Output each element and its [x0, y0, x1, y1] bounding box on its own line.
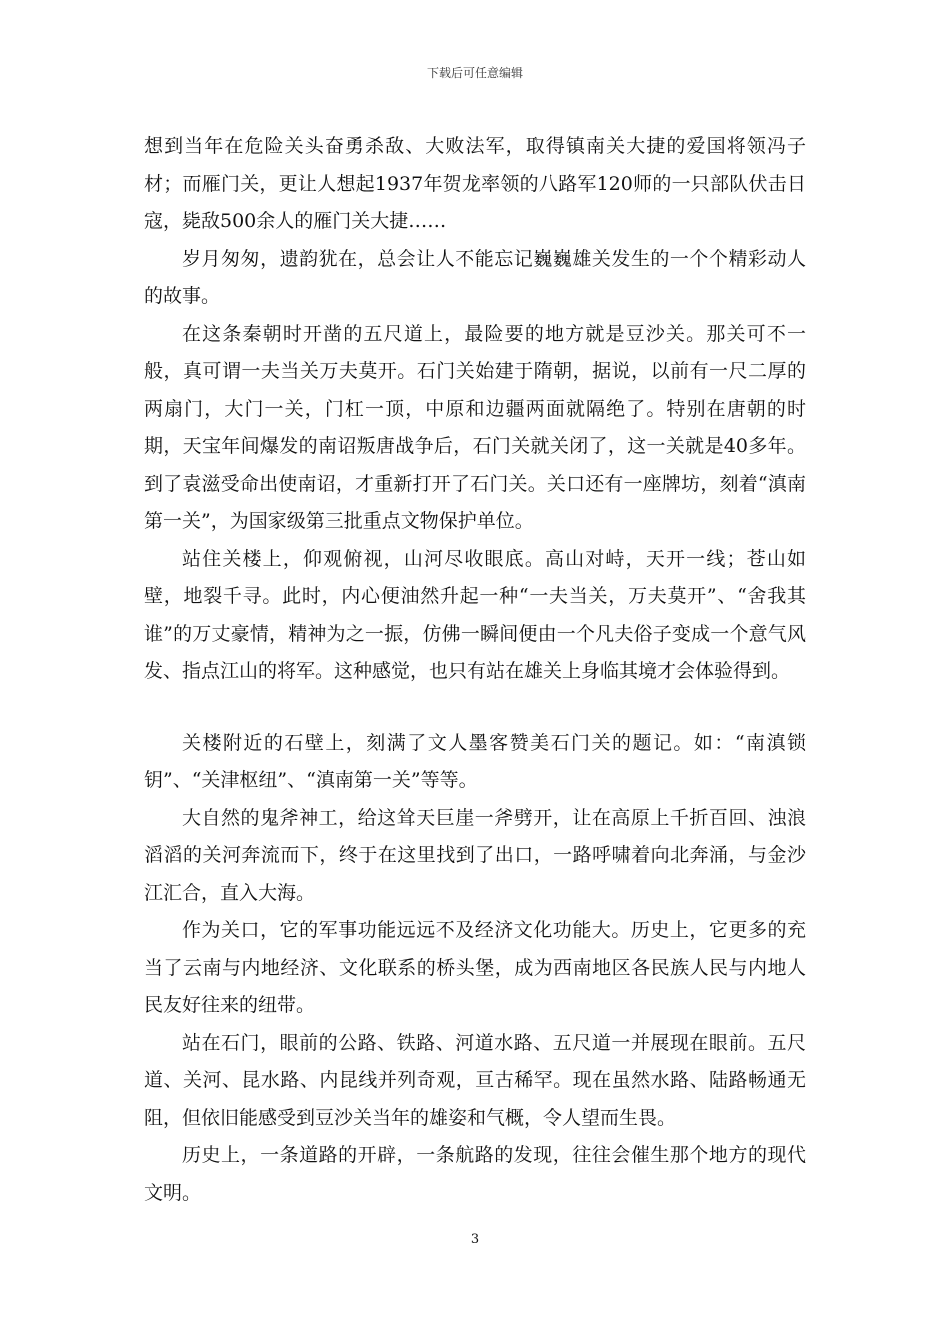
page-number: 3: [470, 1232, 480, 1247]
paragraph-5: 关楼附近的石壁上，刻满了文人墨客赞美石门关的题记。如：“南滇锁钥”、“关津枢纽”、“滇南第一关”等等。: [144, 731, 806, 791]
paragraph-9: 历史上，一条道路的开辟，一条航路的发现，往往会催生那个地方的现代文明。: [144, 1144, 806, 1204]
page-header: 下载后可任意编辑: [426, 66, 523, 80]
paragraph-4: 站住关楼上，仰观俯视，山河尽收眼底。高山对峙，天开一线；苍山如壁，地裂千寻。此时，内心便油然升起一种“一夫当关，万夫莫开”、“舍我其谁”的万丈豪情，精神为之一振，仿佛一瞬间便由一个凡夫俗子变成一个意气风发、指点江山的将军。这种感觉，也只有站在雄关上身临其境才会体验得到。: [144, 547, 806, 682]
paragraph-2: 岁月匆匆，遗韵犹在，总会让人不能忘记巍巍雄关发生的一个个精彩动人的故事。: [144, 247, 806, 307]
paragraph-7: 作为关口，它的军事功能远远不及经济文化功能大。历史上，它更多的充当了云南与内地经济、文化联系的桥头堡，成为西南地区各民族人民与内地人民友好往来的纽带。: [144, 919, 806, 1016]
paragraph-1: 想到当年在危险关头奋勇杀敌、大败法军，取得镇南关大捷的爱国将领冯子材；而雁门关，更让人想起1937年贺龙率领的八路军120师的一只部队伏击日寇，毙敌500余人的雁门关大捷……: [144, 135, 806, 232]
document-body: [144, 128, 806, 1212]
paragraph-3: 在这条秦朝时开凿的五尺道上，最险要的地方就是豆沙关。那关可不一般，真可谓一夫当关万夫莫开。石门关始建于隋朝，据说，以前有一尺二厚的两扇门，大门一关，门杠一顶，中原和边疆两面就隔绝了。特别在唐朝的时期，天宝年间爆发的南诏叛唐战争后，石门关就关闭了，这一关就是40多年。到了袁滋受命出使南诏，才重新打开了石门关。关口还有一座牌坊，刻着“滇南第一关”，为国家级第三批重点文物保护单位。: [144, 322, 806, 532]
paragraph-6: 大自然的鬼斧神工，给这耸天巨崖一斧劈开，让在高原上千折百回、浊浪滔滔的关河奔流而下，终于在这里找到了出口，一路呼啸着向北奔涌，与金沙江汇合，直入大海。: [144, 806, 806, 904]
paragraph-8: 站在石门，眼前的公路、铁路、河道水路、五尺道一并展现在眼前。五尺道、关河、昆水路、内昆线并列奇观，亘古稀罕。现在虽然水路、陆路畅通无阻，但依旧能感受到豆沙关当年的雄姿和气概，令人望而生畏。: [144, 1031, 806, 1129]
